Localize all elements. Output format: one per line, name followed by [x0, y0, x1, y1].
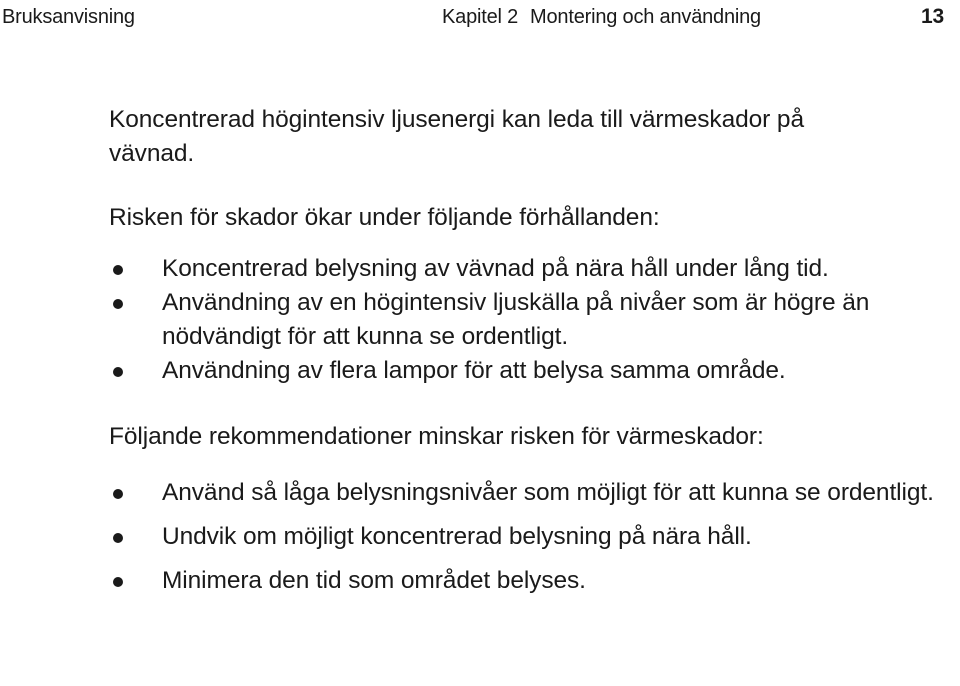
recommendations-list	[109, 476, 959, 598]
list-item: Minimera den tid som området belyses.	[109, 564, 959, 598]
bullet-icon	[113, 533, 123, 543]
list-item: Koncentrerad belysning av vävnad på nära håll under lång tid.	[109, 252, 959, 286]
page-number: 13	[921, 5, 944, 28]
chapter-heading	[442, 6, 761, 29]
bullet-icon	[113, 489, 123, 499]
page-body	[109, 103, 959, 608]
list-item: Användning av flera lampor för att belysa samma område.	[109, 354, 959, 388]
intro-paragraph: Koncentrerad högintensiv ljusenergi kan leda till värmeskador på vävnad.	[109, 106, 804, 167]
list-item: Användning av en högintensiv ljuskälla på nivåer som är högre än nödvändigt för att kunna se ordentligt.	[109, 286, 959, 354]
bullet-icon	[113, 577, 123, 587]
chapter-label: Kapitel 2	[442, 6, 519, 28]
risk-heading: Risken för skador ökar under följande förhållanden:	[109, 204, 660, 231]
bullet-icon	[113, 367, 123, 377]
list-item: Undvik om möjligt koncentrerad belysning på nära håll.	[109, 520, 959, 554]
document-title: Bruksanvisning	[2, 6, 135, 28]
bullet-icon	[113, 299, 123, 309]
bullet-icon	[113, 265, 123, 275]
chapter-title: Montering och användning	[530, 6, 761, 28]
page-header	[0, 0, 960, 40]
recommendations-heading: Följande rekommendationer minskar risken för värmeskador:	[109, 423, 764, 450]
risk-list	[109, 252, 959, 388]
list-item: Använd så låga belysningsnivåer som möjligt för att kunna se ordentligt.	[109, 476, 959, 510]
